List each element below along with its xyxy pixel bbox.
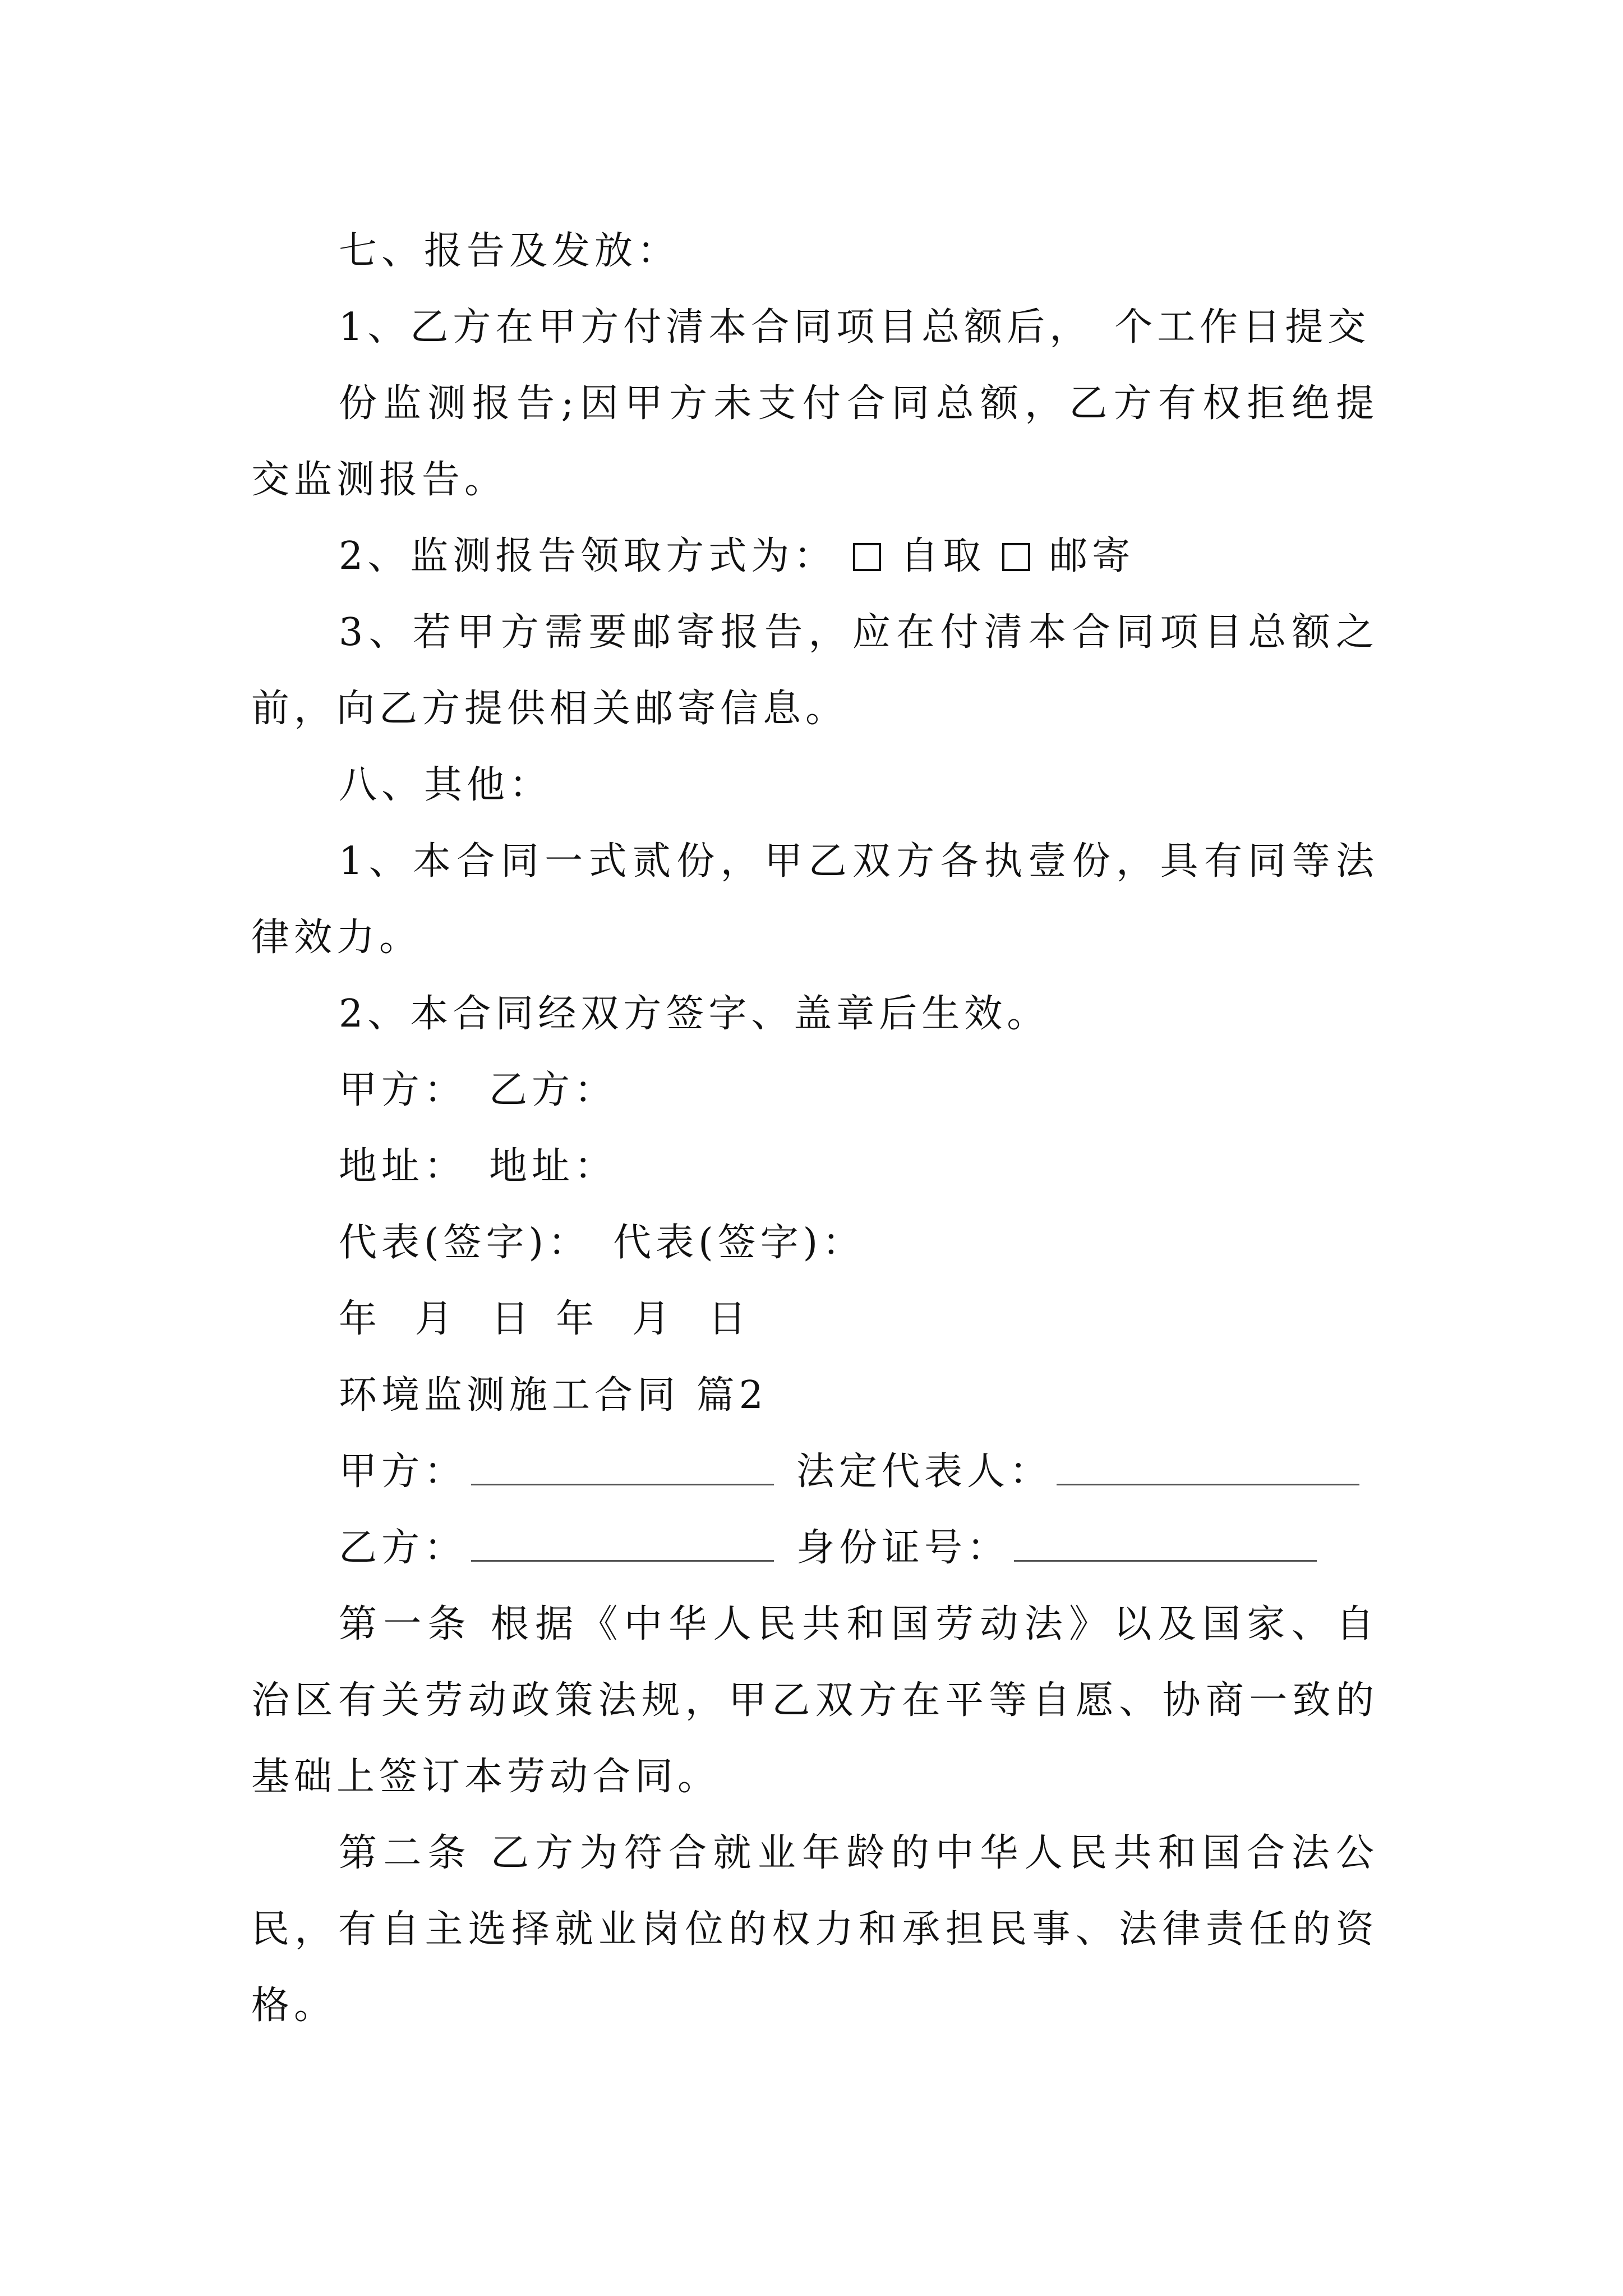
item-1-text-a: 1、乙方在甲方付清本合同项目总额后， (339, 305, 1092, 349)
contract-2-title: 环境监测施工合同 篇2 (339, 1373, 768, 1418)
section-7-item-1-line-3: 交监测报告。 (251, 458, 508, 502)
signature-parties (251, 1052, 1378, 1129)
article-1-line-1: 第一条 根据《中华人民共和国劳动法》以及国家、自 (339, 1602, 1378, 1646)
mail-checkbox[interactable] (1002, 543, 1030, 571)
article-1-line-3: 基础上签订本劳动合同。 (251, 1755, 721, 1799)
section-8-item-1-line-1: 1、本合同一式贰份，甲乙双方各执壹份，具有同等法 (339, 839, 1378, 884)
article-2-line-1: 第二条 乙方为符合就业年龄的中华人民共和国合法公 (339, 1831, 1378, 1875)
signature-address (251, 1129, 1378, 1205)
section-8-item-2: 2、本合同经双方签字、盖章后生效。 (339, 992, 1050, 1036)
rep-a-label: 代表(签字)： (339, 1221, 591, 1265)
party-a-blank[interactable] (471, 1453, 774, 1485)
date-b: 年 月 日 (556, 1297, 751, 1341)
section-7-item-3-line-2: 前，向乙方提供相关邮寄信息。 (251, 687, 849, 731)
section-7-item-1 (251, 289, 1378, 366)
contract-2-party-a-row (251, 1434, 1378, 1510)
section-7-item-2 (251, 518, 1378, 595)
rep-b-label: 代表(签字)： (613, 1221, 865, 1265)
section-8-heading: 八、其他： (339, 763, 552, 807)
party-a-label: 甲方： (339, 1068, 467, 1112)
address-b-label: 地址： (489, 1144, 617, 1189)
item-2-prefix: 2、监测报告领取方式为： (339, 534, 837, 578)
section-7-item-1-line-2: 份监测报告;因甲方未支付合同总额，乙方有权拒绝提 (339, 381, 1378, 426)
date-a: 年 月 日 (339, 1297, 534, 1341)
self-pickup-checkbox[interactable] (853, 543, 881, 571)
article-2-line-2: 民，有自主选择就业岗位的权力和承担民事、法律责任的资 (251, 1907, 1378, 1952)
legal-rep-blank[interactable] (1057, 1453, 1359, 1485)
article-1-line-2: 治区有关劳动政策法规，甲乙双方在平等自愿、协商一致的 (251, 1678, 1378, 1723)
section-7-item-3-line-1: 3、若甲方需要邮寄报告，应在付清本合同项目总额之 (339, 610, 1378, 655)
section-7-heading: 七、报告及发放： (339, 229, 680, 273)
party-a-label: 甲方： (339, 1450, 467, 1494)
contract-2-party-b-row (251, 1510, 1378, 1586)
signature-representative (251, 1205, 1378, 1281)
party-b-label: 乙方： (339, 1526, 467, 1570)
signature-date (251, 1281, 1378, 1358)
id-number-label: 身份证号： (796, 1526, 1010, 1570)
article-2-line-3: 格。 (251, 1984, 337, 2028)
address-a-label: 地址： (339, 1144, 467, 1189)
item-1-text-b: 个工作日提交 (1114, 305, 1371, 349)
party-b-label: 乙方： (489, 1068, 617, 1112)
id-number-blank[interactable] (1014, 1530, 1317, 1562)
mail-label: 邮寄 (1049, 534, 1135, 578)
self-pickup-label: 自取 (900, 534, 986, 578)
legal-rep-label: 法定代表人： (796, 1450, 1053, 1494)
party-b-blank[interactable] (471, 1530, 774, 1562)
section-8-item-1-line-2: 律效力。 (251, 915, 422, 960)
document-body (251, 213, 1378, 2044)
